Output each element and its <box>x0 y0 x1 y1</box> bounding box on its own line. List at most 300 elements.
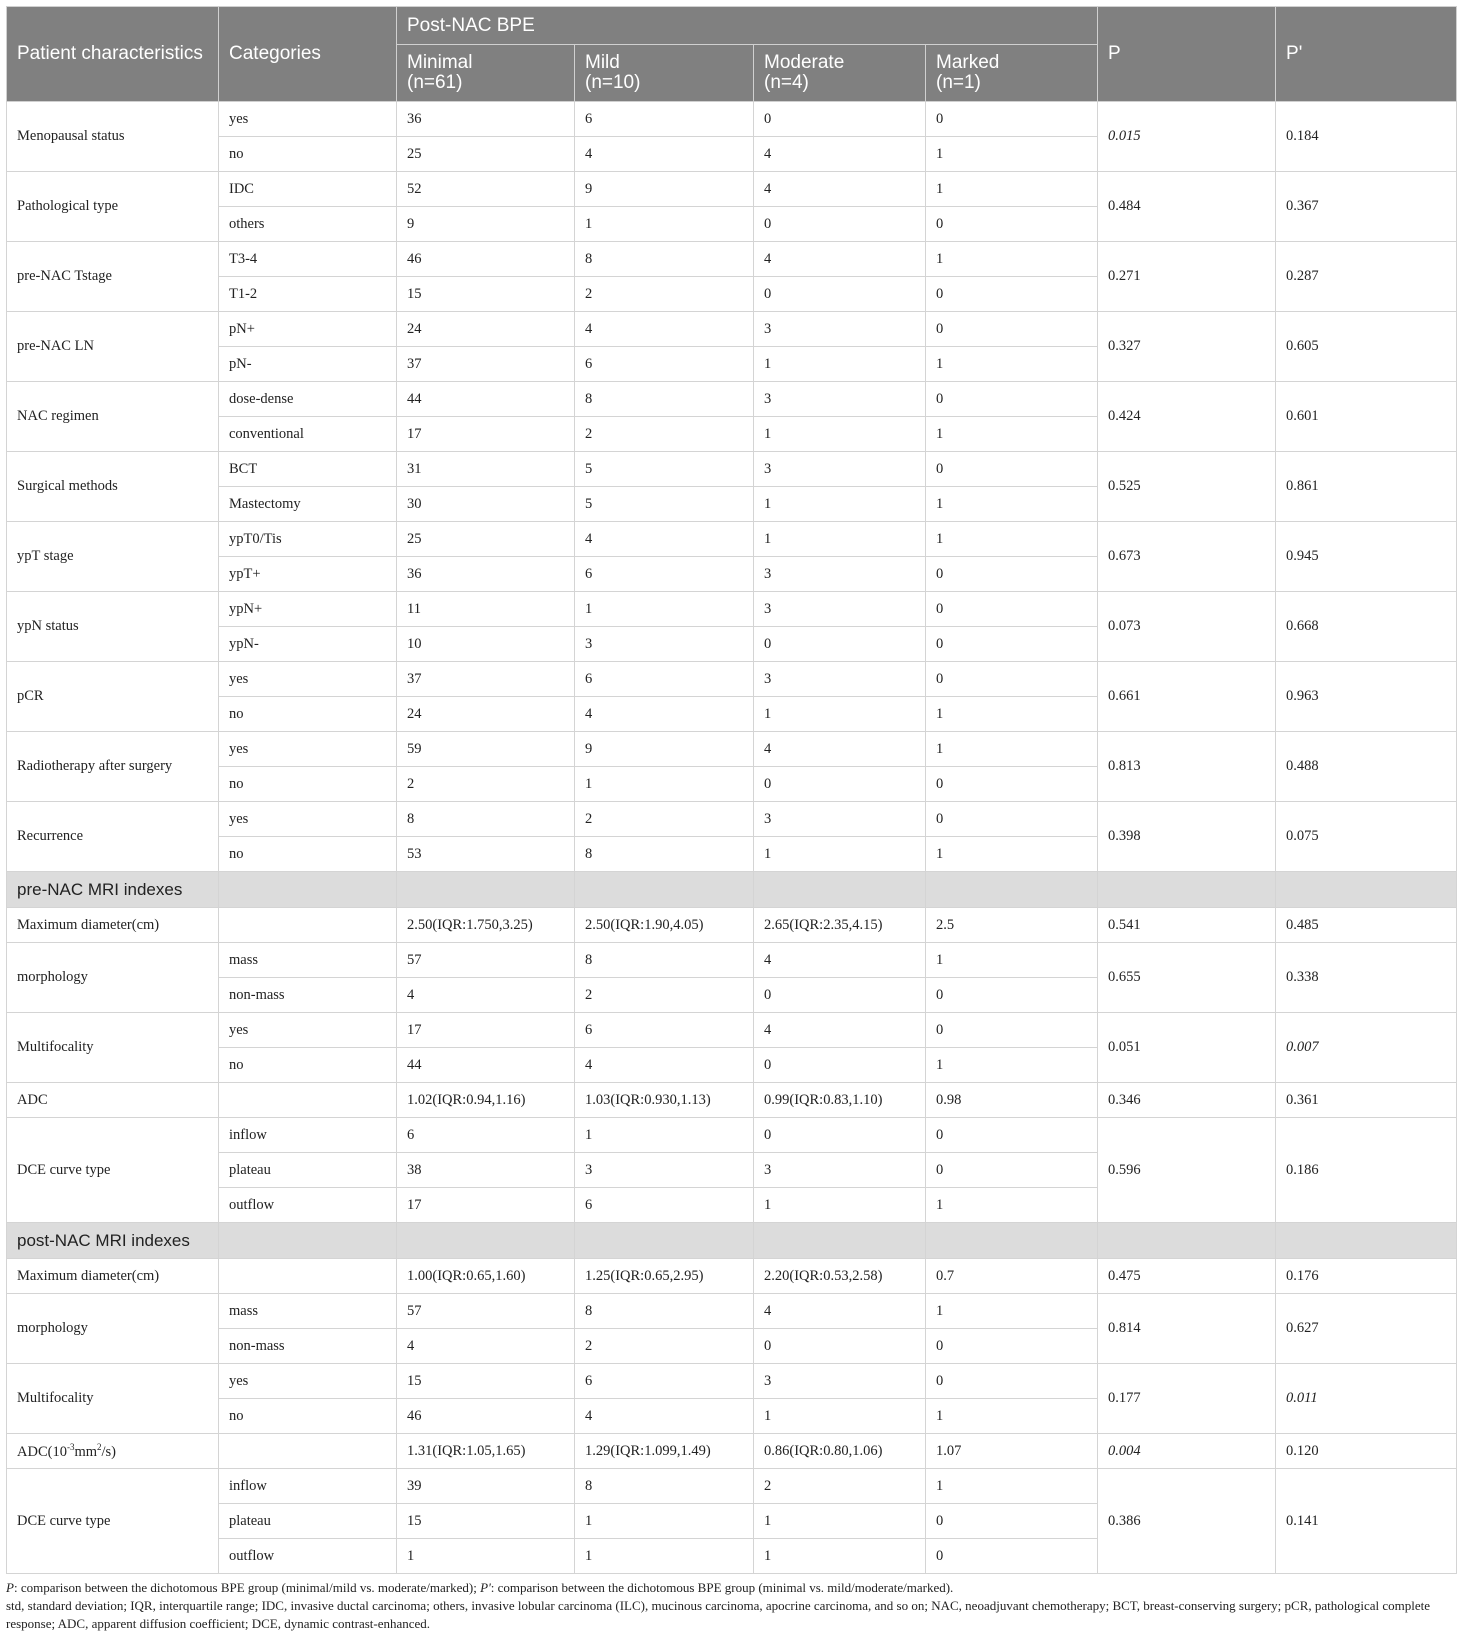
mild-value: 3 <box>575 627 754 662</box>
section-row <box>7 1223 1457 1259</box>
mild-value: 2 <box>575 978 754 1013</box>
minimal-value: 24 <box>397 312 575 347</box>
p-prime-value: 0.605 <box>1276 312 1457 382</box>
p-prime-value: 0.287 <box>1276 242 1457 312</box>
minimal-value: 2 <box>397 767 575 802</box>
minimal-value: 39 <box>397 1469 575 1504</box>
marked-value: 0 <box>926 627 1098 662</box>
p-prime-value: 0.361 <box>1276 1083 1457 1118</box>
moderate-value: 1 <box>754 1399 926 1434</box>
marked-value: 1.07 <box>926 1434 1098 1469</box>
characteristic-name: Maximum diameter(cm) <box>7 1259 219 1294</box>
minimal-value: 1 <box>397 1539 575 1574</box>
marked-value: 0 <box>926 592 1098 627</box>
characteristic-name: ADC <box>7 1083 219 1118</box>
section-cell <box>926 1223 1098 1259</box>
category <box>219 1434 397 1469</box>
marked-value: 1 <box>926 242 1098 277</box>
mild-value: 1 <box>575 1539 754 1574</box>
moderate-value: 3 <box>754 662 926 697</box>
marked-value: 0 <box>926 382 1098 417</box>
category: yes <box>219 102 397 137</box>
moderate-value: 0 <box>754 978 926 1013</box>
marked-value: 1 <box>926 943 1098 978</box>
moderate-value: 0 <box>754 1329 926 1364</box>
characteristic-name: Pathological type <box>7 172 219 242</box>
minimal-value: 17 <box>397 417 575 452</box>
minimal-value: 37 <box>397 662 575 697</box>
moderate-value: 2.20(IQR:0.53,2.58) <box>754 1259 926 1294</box>
mild-value: 6 <box>575 1188 754 1223</box>
p-value: 0.484 <box>1098 172 1276 242</box>
table-row <box>7 1259 1457 1294</box>
footnote-abbreviations: std, standard deviation; IQR, interquartile range; IDC, invasive ductal carcinoma; others, invasive lobular carcinoma (ILC), mucinous carcinoma, apocrine carcinoma, and so on; NAC, neoadjuvant chemotherapy; BCT, breast-conserving surgery; pCR, pathological complete response; ADC, apparent diffusion coefficient; DCE, dynamic contrast-enhanced. <box>6 1598 1431 1631</box>
minimal-value: 2.50(IQR:1.750,3.25) <box>397 908 575 943</box>
table-row <box>7 943 1457 978</box>
category: plateau <box>219 1504 397 1539</box>
moderate-value: 0.99(IQR:0.83,1.10) <box>754 1083 926 1118</box>
marked-value: 0 <box>926 1539 1098 1574</box>
p-value: 0.541 <box>1098 908 1276 943</box>
table-footnotes <box>6 1579 1456 1633</box>
footnote-pp-label: P' <box>480 1580 491 1595</box>
moderate-value: 1 <box>754 487 926 522</box>
p-prime-value: 0.627 <box>1276 1294 1457 1364</box>
category: no <box>219 697 397 732</box>
mild-value: 6 <box>575 347 754 382</box>
p-value: 0.015 <box>1098 102 1276 172</box>
section-cell <box>397 872 575 908</box>
mild-value: 4 <box>575 312 754 347</box>
minimal-value: 17 <box>397 1188 575 1223</box>
table-row <box>7 1118 1457 1153</box>
table-row <box>7 802 1457 837</box>
section-row <box>7 872 1457 908</box>
marked-value: 1 <box>926 487 1098 522</box>
moderate-value: 1 <box>754 347 926 382</box>
mild-value: 5 <box>575 487 754 522</box>
minimal-value: 25 <box>397 137 575 172</box>
table-container <box>6 6 1456 1633</box>
marked-value: 0 <box>926 1153 1098 1188</box>
header-minimal: Minimal (n=61) <box>397 45 575 102</box>
p-prime-value: 0.601 <box>1276 382 1457 452</box>
moderate-value: 3 <box>754 557 926 592</box>
header-p: P <box>1098 7 1276 102</box>
minimal-value: 31 <box>397 452 575 487</box>
mild-value: 4 <box>575 522 754 557</box>
section-cell <box>575 872 754 908</box>
table-row <box>7 1083 1457 1118</box>
p-value: 0.596 <box>1098 1118 1276 1223</box>
section-cell <box>754 872 926 908</box>
moderate-value: 4 <box>754 242 926 277</box>
p-value: 0.814 <box>1098 1294 1276 1364</box>
section-cell <box>397 1223 575 1259</box>
minimal-value: 52 <box>397 172 575 207</box>
p-value: 0.475 <box>1098 1259 1276 1294</box>
p-value: 0.073 <box>1098 592 1276 662</box>
category: pN+ <box>219 312 397 347</box>
table-row <box>7 1013 1457 1048</box>
minimal-value: 30 <box>397 487 575 522</box>
footnote-pp-text: : comparison between the dichotomous BPE group (minimal vs. mild/moderate/marked). <box>490 1580 954 1595</box>
marked-value: 1 <box>926 347 1098 382</box>
minimal-value: 1.02(IQR:0.94,1.16) <box>397 1083 575 1118</box>
p-value: 0.398 <box>1098 802 1276 872</box>
minimal-value: 36 <box>397 557 575 592</box>
category: ypN- <box>219 627 397 662</box>
mild-value: 2 <box>575 277 754 312</box>
category: yes <box>219 732 397 767</box>
characteristic-name: morphology <box>7 1294 219 1364</box>
category: yes <box>219 802 397 837</box>
header-patient-characteristics: Patient characteristics <box>7 7 219 102</box>
marked-value: 0 <box>926 1364 1098 1399</box>
mild-value: 4 <box>575 697 754 732</box>
table-row <box>7 172 1457 207</box>
category: yes <box>219 662 397 697</box>
moderate-value: 3 <box>754 312 926 347</box>
header-p-prime: P' <box>1276 7 1457 102</box>
table-row <box>7 908 1457 943</box>
table-row <box>7 1434 1457 1469</box>
header-post-nac-bpe: Post-NAC BPE <box>397 7 1098 45</box>
category: ypN+ <box>219 592 397 627</box>
table-row <box>7 102 1457 137</box>
category: mass <box>219 1294 397 1329</box>
category: non-mass <box>219 1329 397 1364</box>
minimal-value: 17 <box>397 1013 575 1048</box>
characteristic-name: Recurrence <box>7 802 219 872</box>
moderate-value: 1 <box>754 697 926 732</box>
minimal-value: 25 <box>397 522 575 557</box>
section-cell <box>1276 1223 1457 1259</box>
p-prime-value: 0.338 <box>1276 943 1457 1013</box>
p-prime-value: 0.011 <box>1276 1364 1457 1434</box>
category: yes <box>219 1364 397 1399</box>
mild-value: 8 <box>575 1469 754 1504</box>
table-row <box>7 732 1457 767</box>
mild-value: 2.50(IQR:1.90,4.05) <box>575 908 754 943</box>
mild-value: 9 <box>575 732 754 767</box>
p-value: 0.004 <box>1098 1434 1276 1469</box>
p-value: 0.386 <box>1098 1469 1276 1574</box>
mild-value: 2 <box>575 417 754 452</box>
marked-value: 0 <box>926 978 1098 1013</box>
p-prime-value: 0.963 <box>1276 662 1457 732</box>
mild-value: 8 <box>575 943 754 978</box>
p-value: 0.177 <box>1098 1364 1276 1434</box>
p-prime-value: 0.075 <box>1276 802 1457 872</box>
footnote-p-label: P <box>6 1580 14 1595</box>
minimal-value: 53 <box>397 837 575 872</box>
mild-value: 1 <box>575 207 754 242</box>
moderate-value: 0 <box>754 767 926 802</box>
moderate-value: 3 <box>754 1153 926 1188</box>
p-value: 0.661 <box>1098 662 1276 732</box>
mild-value: 4 <box>575 137 754 172</box>
section-cell <box>1098 872 1276 908</box>
table-row <box>7 522 1457 557</box>
mild-value: 1 <box>575 1118 754 1153</box>
header-moderate: Moderate (n=4) <box>754 45 926 102</box>
minimal-value: 15 <box>397 1364 575 1399</box>
mild-value: 3 <box>575 1153 754 1188</box>
marked-value: 0 <box>926 557 1098 592</box>
moderate-value: 2 <box>754 1469 926 1504</box>
characteristic-name: pre-NAC Tstage <box>7 242 219 312</box>
mild-value: 8 <box>575 242 754 277</box>
p-prime-value: 0.141 <box>1276 1469 1457 1574</box>
table-row <box>7 382 1457 417</box>
moderate-value: 2.65(IQR:2.35,4.15) <box>754 908 926 943</box>
marked-value: 1 <box>926 417 1098 452</box>
characteristic-name: pCR <box>7 662 219 732</box>
characteristic-name: Surgical methods <box>7 452 219 522</box>
moderate-value: 0.86(IQR:0.80,1.06) <box>754 1434 926 1469</box>
characteristic-name: DCE curve type <box>7 1469 219 1574</box>
marked-value: 0 <box>926 802 1098 837</box>
mild-value: 1.29(IQR:1.099,1.49) <box>575 1434 754 1469</box>
characteristic-name: pre-NAC LN <box>7 312 219 382</box>
p-prime-value: 0.186 <box>1276 1118 1457 1223</box>
minimal-value: 46 <box>397 1399 575 1434</box>
marked-value: 1 <box>926 1048 1098 1083</box>
moderate-value: 0 <box>754 207 926 242</box>
p-prime-value: 0.367 <box>1276 172 1457 242</box>
characteristic-name: ypN status <box>7 592 219 662</box>
category: no <box>219 137 397 172</box>
characteristic-name: Radiotherapy after surgery <box>7 732 219 802</box>
marked-value: 0 <box>926 662 1098 697</box>
category: ypT0/Tis <box>219 522 397 557</box>
category: T3-4 <box>219 242 397 277</box>
category: dose-dense <box>219 382 397 417</box>
p-value: 0.327 <box>1098 312 1276 382</box>
mild-value: 6 <box>575 1013 754 1048</box>
minimal-value: 1.00(IQR:0.65,1.60) <box>397 1259 575 1294</box>
p-prime-value: 0.485 <box>1276 908 1457 943</box>
moderate-value: 3 <box>754 592 926 627</box>
minimal-value: 57 <box>397 943 575 978</box>
p-prime-value: 0.184 <box>1276 102 1457 172</box>
marked-value: 1 <box>926 137 1098 172</box>
p-value: 0.424 <box>1098 382 1276 452</box>
marked-value: 0 <box>926 1329 1098 1364</box>
minimal-value: 24 <box>397 697 575 732</box>
minimal-value: 4 <box>397 1329 575 1364</box>
header-mild: Mild (n=10) <box>575 45 754 102</box>
category: inflow <box>219 1118 397 1153</box>
mild-value: 6 <box>575 102 754 137</box>
characteristic-name: morphology <box>7 943 219 1013</box>
minimal-value: 37 <box>397 347 575 382</box>
moderate-value: 3 <box>754 802 926 837</box>
marked-value: 1 <box>926 172 1098 207</box>
marked-value: 1 <box>926 837 1098 872</box>
section-cell <box>926 872 1098 908</box>
p-value: 0.813 <box>1098 732 1276 802</box>
moderate-value: 4 <box>754 1013 926 1048</box>
p-prime-value: 0.945 <box>1276 522 1457 592</box>
category: inflow <box>219 1469 397 1504</box>
category: mass <box>219 943 397 978</box>
mild-value: 6 <box>575 557 754 592</box>
minimal-value: 4 <box>397 978 575 1013</box>
characteristic-name: Multifocality <box>7 1364 219 1434</box>
mild-value: 6 <box>575 1364 754 1399</box>
section-cell <box>219 1223 397 1259</box>
p-prime-value: 0.861 <box>1276 452 1457 522</box>
marked-value: 0 <box>926 767 1098 802</box>
table-row <box>7 1469 1457 1504</box>
characteristic-name: $ADC(10^{-3}mm^2/s)$ <box>7 1434 219 1469</box>
moderate-value: 4 <box>754 172 926 207</box>
category: no <box>219 1048 397 1083</box>
table-row <box>7 452 1457 487</box>
characteristic-name: Maximum diameter(cm) <box>7 908 219 943</box>
moderate-value: 1 <box>754 417 926 452</box>
table-header <box>7 7 1457 102</box>
category: no <box>219 837 397 872</box>
p-prime-value: 0.120 <box>1276 1434 1457 1469</box>
mild-value: 6 <box>575 662 754 697</box>
p-prime-value: 0.176 <box>1276 1259 1457 1294</box>
characteristic-name: Menopausal status <box>7 102 219 172</box>
minimal-value: 15 <box>397 277 575 312</box>
footnote-p <box>6 1579 1456 1597</box>
moderate-value: 0 <box>754 1118 926 1153</box>
mild-value: 1 <box>575 592 754 627</box>
table-body <box>7 102 1457 1574</box>
mild-value: 1 <box>575 767 754 802</box>
header-marked: Marked (n=1) <box>926 45 1098 102</box>
p-value: 0.673 <box>1098 522 1276 592</box>
marked-value: 1 <box>926 1294 1098 1329</box>
marked-value: 0 <box>926 1118 1098 1153</box>
marked-value: 0.7 <box>926 1259 1098 1294</box>
characteristic-name: Multifocality <box>7 1013 219 1083</box>
category: outflow <box>219 1188 397 1223</box>
category: T1-2 <box>219 277 397 312</box>
moderate-value: 4 <box>754 137 926 172</box>
mild-value: 2 <box>575 1329 754 1364</box>
minimal-value: 9 <box>397 207 575 242</box>
marked-value: 0 <box>926 207 1098 242</box>
category: pN- <box>219 347 397 382</box>
p-value: 0.525 <box>1098 452 1276 522</box>
header-categories: Categories <box>219 7 397 102</box>
marked-value: 0 <box>926 1013 1098 1048</box>
minimal-value: 11 <box>397 592 575 627</box>
section-cell <box>1098 1223 1276 1259</box>
bpe-characteristics-table <box>6 6 1457 1574</box>
moderate-value: 0 <box>754 1048 926 1083</box>
minimal-value: 38 <box>397 1153 575 1188</box>
minimal-value: 59 <box>397 732 575 767</box>
mild-value: 5 <box>575 452 754 487</box>
category: conventional <box>219 417 397 452</box>
characteristic-name: ypT stage <box>7 522 219 592</box>
table-row <box>7 312 1457 347</box>
mild-value: 4 <box>575 1048 754 1083</box>
moderate-value: 1 <box>754 1504 926 1539</box>
moderate-value: 1 <box>754 522 926 557</box>
mild-value: 8 <box>575 1294 754 1329</box>
marked-value: 0 <box>926 277 1098 312</box>
minimal-value: 15 <box>397 1504 575 1539</box>
section-cell <box>1276 872 1457 908</box>
category: others <box>219 207 397 242</box>
mild-value: 1.03(IQR:0.930,1.13) <box>575 1083 754 1118</box>
category: no <box>219 1399 397 1434</box>
moderate-value: 3 <box>754 382 926 417</box>
minimal-value: 57 <box>397 1294 575 1329</box>
mild-value: 2 <box>575 802 754 837</box>
p-prime-value: 0.668 <box>1276 592 1457 662</box>
p-value: 0.346 <box>1098 1083 1276 1118</box>
mild-value: 1 <box>575 1504 754 1539</box>
marked-value: 1 <box>926 732 1098 767</box>
moderate-value: 0 <box>754 627 926 662</box>
footnote-p-text: : comparison between the dichotomous BPE group (minimal/mild vs. moderate/marked); <box>13 1580 481 1595</box>
category: yes <box>219 1013 397 1048</box>
marked-value: 0 <box>926 102 1098 137</box>
minimal-value: 46 <box>397 242 575 277</box>
marked-value: 1 <box>926 1399 1098 1434</box>
minimal-value: 44 <box>397 382 575 417</box>
category <box>219 1259 397 1294</box>
moderate-value: 0 <box>754 102 926 137</box>
p-prime-value: 0.007 <box>1276 1013 1457 1083</box>
marked-value: 1 <box>926 697 1098 732</box>
category: IDC <box>219 172 397 207</box>
p-prime-value: 0.488 <box>1276 732 1457 802</box>
marked-value: 0.98 <box>926 1083 1098 1118</box>
minimal-value: 1.31(IQR:1.05,1.65) <box>397 1434 575 1469</box>
marked-value: 1 <box>926 522 1098 557</box>
category: ypT+ <box>219 557 397 592</box>
mild-value: 9 <box>575 172 754 207</box>
category <box>219 1083 397 1118</box>
marked-value: 1 <box>926 1469 1098 1504</box>
marked-value: 2.5 <box>926 908 1098 943</box>
category: non-mass <box>219 978 397 1013</box>
characteristic-name: NAC regimen <box>7 382 219 452</box>
category: BCT <box>219 452 397 487</box>
characteristic-name: DCE curve type <box>7 1118 219 1223</box>
section-cell <box>219 872 397 908</box>
marked-value: 1 <box>926 1188 1098 1223</box>
table-row <box>7 1294 1457 1329</box>
category: outflow <box>219 1539 397 1574</box>
category <box>219 908 397 943</box>
moderate-value: 0 <box>754 277 926 312</box>
section-title: post-NAC MRI indexes <box>7 1223 219 1259</box>
minimal-value: 10 <box>397 627 575 662</box>
minimal-value: 44 <box>397 1048 575 1083</box>
moderate-value: 1 <box>754 1539 926 1574</box>
p-value: 0.271 <box>1098 242 1276 312</box>
mild-value: 8 <box>575 382 754 417</box>
minimal-value: 8 <box>397 802 575 837</box>
section-title: pre-NAC MRI indexes <box>7 872 219 908</box>
mild-value: 8 <box>575 837 754 872</box>
table-row <box>7 662 1457 697</box>
section-cell <box>575 1223 754 1259</box>
marked-value: 0 <box>926 452 1098 487</box>
